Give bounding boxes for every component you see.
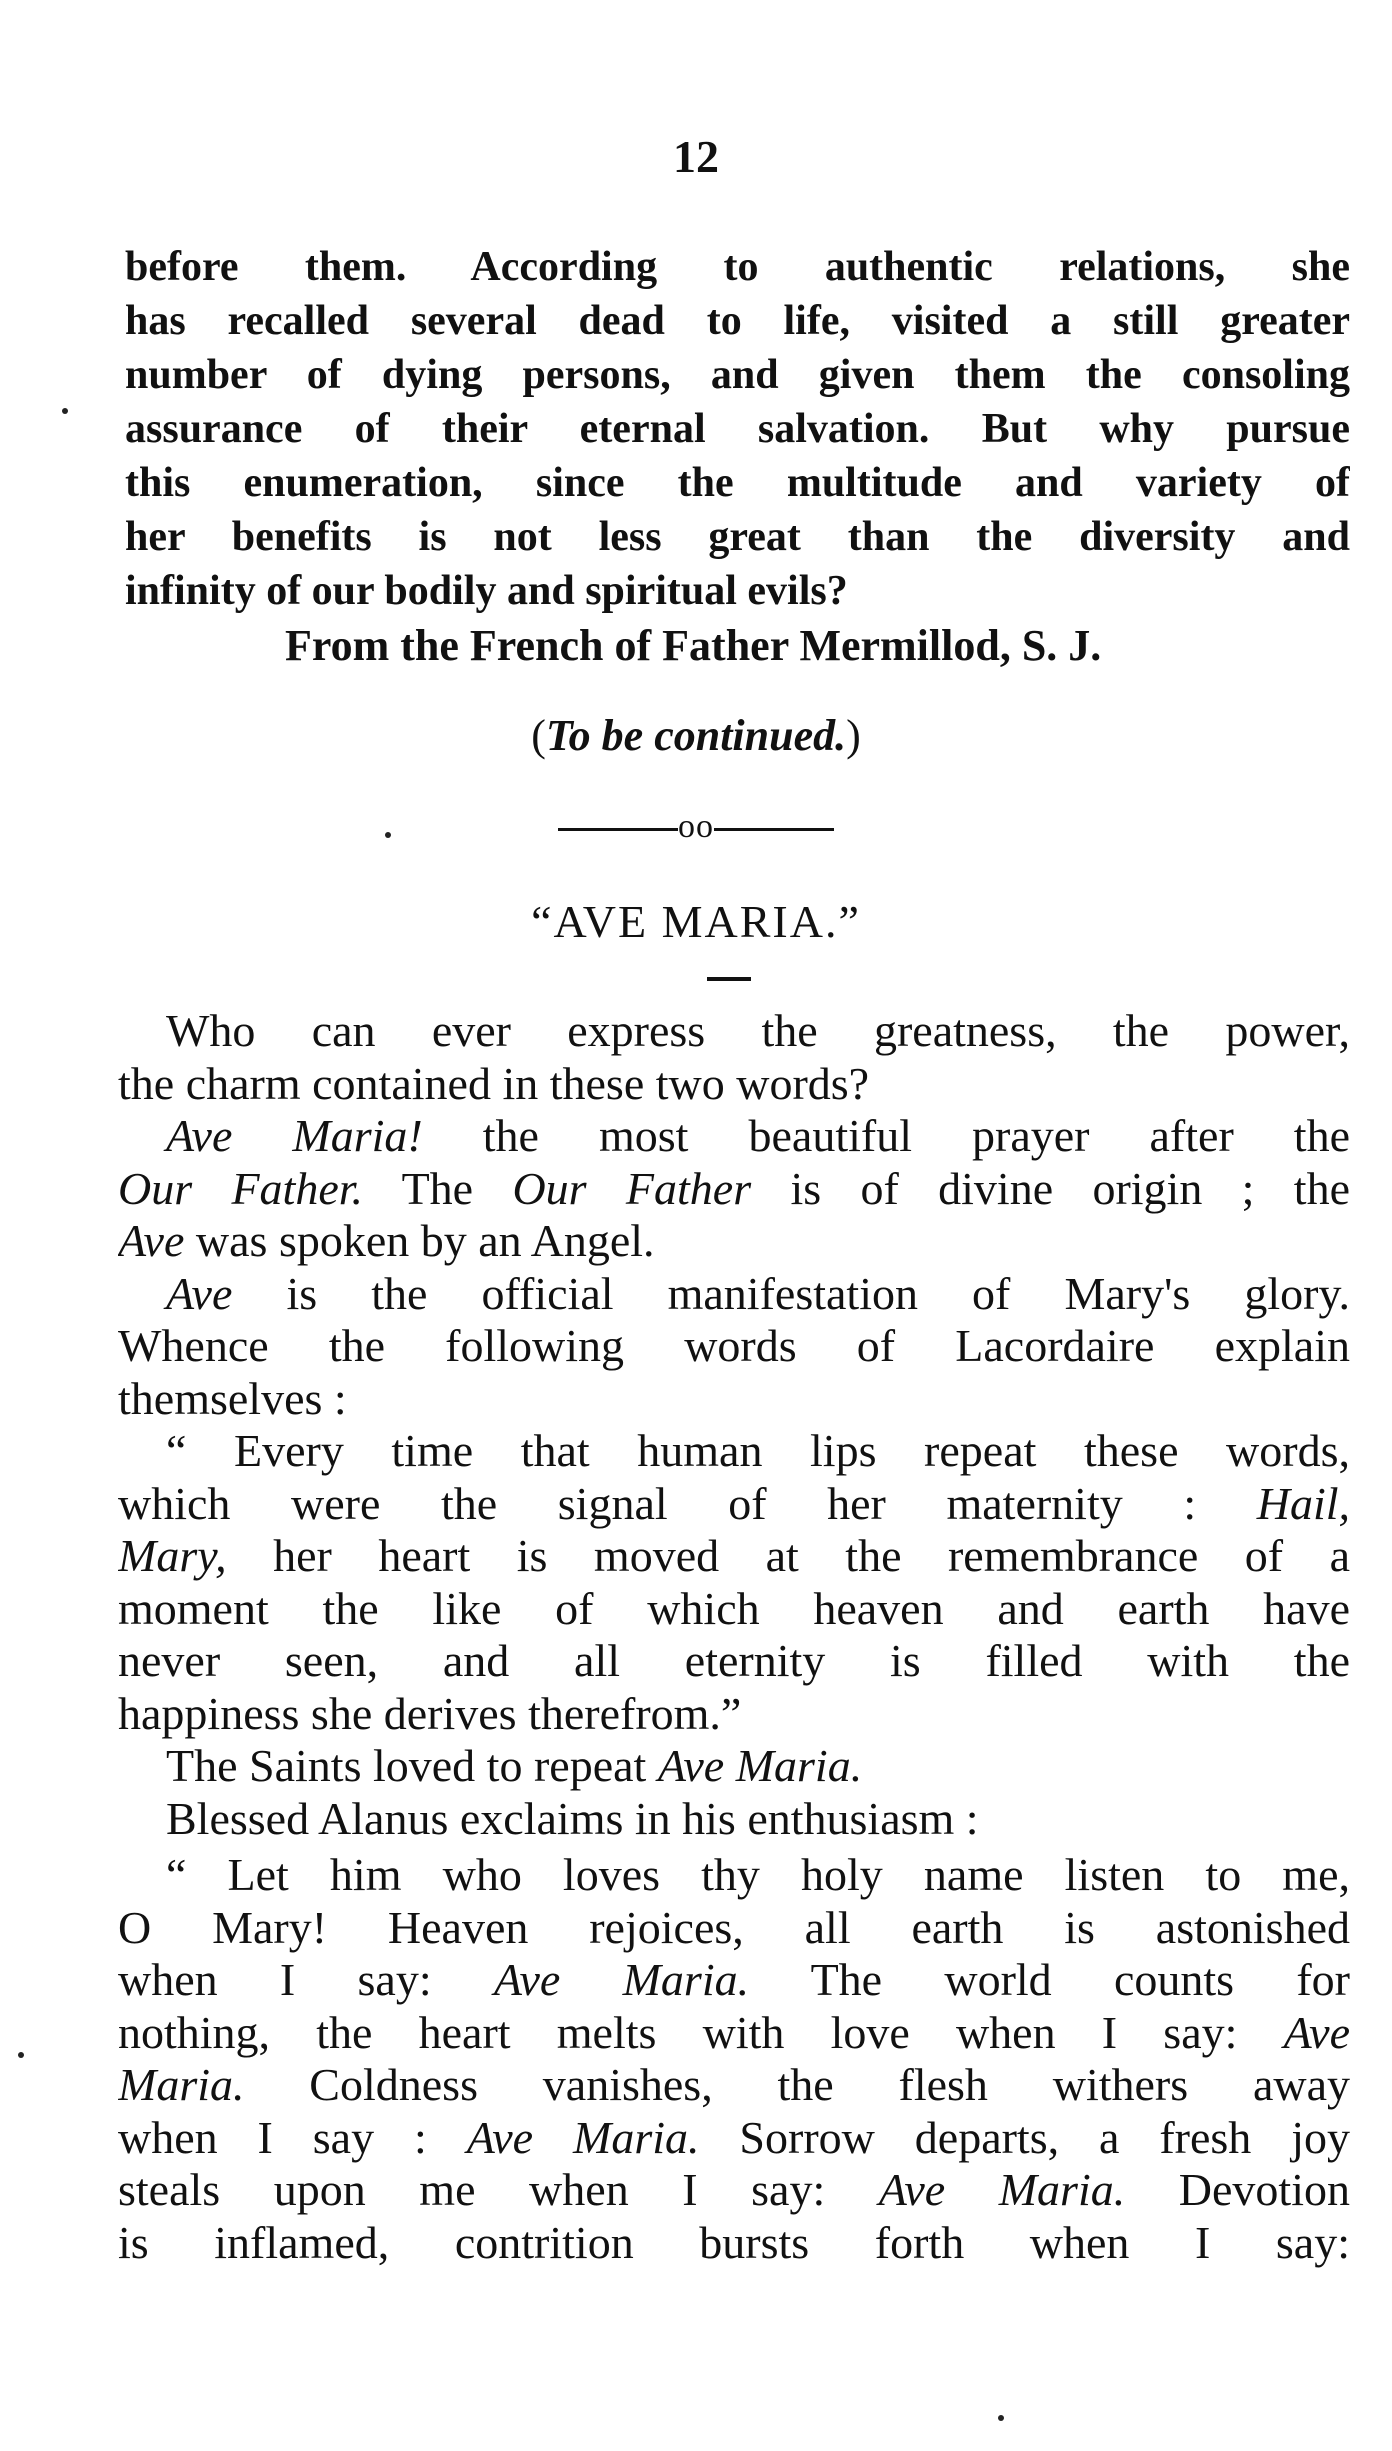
text-span: which were the signal of her maternity : xyxy=(118,1477,1257,1529)
text-span: The Saints loved to repeat xyxy=(166,1740,658,1791)
text-line: is inflamed, contrition bursts forth when I say: xyxy=(118,2216,1350,2268)
text-line: moment the like of which heaven and earth have xyxy=(118,1582,1350,1634)
text-line: assurance of their eternal salvation. But why pursue xyxy=(125,406,1350,452)
ink-speck xyxy=(998,2415,1004,2421)
text-line: O Mary! Heaven rejoices, all earth is astonished xyxy=(118,1901,1350,1953)
text-line: Who can ever express the greatness, the power, xyxy=(166,1005,1350,1056)
text-line: this enumeration, since the multitude and variety of xyxy=(125,460,1350,506)
italic-text: Ave Maria. xyxy=(878,2164,1126,2215)
to-be-continued xyxy=(0,710,1392,761)
text-line xyxy=(118,1163,1350,1216)
text-line xyxy=(118,2164,1350,2217)
text-line: number of dying persons, and given them the consoling xyxy=(125,352,1350,398)
text-line: infinity of our bodily and spiritual evils? xyxy=(125,568,848,614)
text-line: “ Let him who loves thy holy name listen to me, xyxy=(166,1849,1350,1900)
continued-paragraph xyxy=(125,240,1350,618)
italic-text: Ave xyxy=(118,1215,185,1266)
text-line xyxy=(118,2112,1350,2165)
attribution: From the French of Father Mermillod, S. J. xyxy=(285,621,1102,670)
italic-text: Ave Maria! xyxy=(166,1110,423,1161)
paren-close: ) xyxy=(846,711,861,760)
text-line: her benefits is not less great than the diversity and xyxy=(125,514,1350,560)
text-line: happiness she derives therefrom.” xyxy=(118,1687,742,1739)
text-span: Sorrow departs, a fresh joy xyxy=(699,2111,1350,2163)
italic-text: Maria. xyxy=(118,2059,245,2110)
italic-text: Our Father xyxy=(512,1162,752,1214)
text-span: the most beautiful prayer after the xyxy=(422,1110,1350,1161)
text-span: was spoken by an Angel. xyxy=(184,1215,655,1266)
text-line xyxy=(118,1954,1350,2007)
text-line: never seen, and all eternity is filled with the xyxy=(118,1635,1350,1686)
section-title: “AVE MARIA.” xyxy=(531,896,861,947)
text-span: is the official manifestation of Mary's glory. xyxy=(232,1267,1350,1319)
text-line xyxy=(118,1478,1350,1531)
text-span: Coldness vanishes, the flesh withers away xyxy=(244,2059,1350,2110)
text-span: The world counts for xyxy=(749,1954,1350,2005)
section-separator xyxy=(0,808,1392,846)
italic-text: Ave Maria. xyxy=(657,1740,863,1791)
title-dash xyxy=(707,977,751,981)
text-span: Devotion xyxy=(1125,2164,1350,2215)
text-line: Blessed Alanus exclaims in his enthusiasm : xyxy=(166,1792,979,1844)
text-span: when I say : xyxy=(118,2111,467,2163)
text-line: the charm contained in these two words? xyxy=(118,1057,870,1109)
text-span: steals upon me when I say: xyxy=(118,2164,879,2215)
text-span: The xyxy=(363,1162,513,1214)
text-line xyxy=(118,1530,1350,1583)
separator-rule-right xyxy=(714,828,834,831)
italic-text: Ave Maria. xyxy=(466,2111,700,2163)
text-line xyxy=(118,1110,1350,1163)
text-span: is of divine origin ; the xyxy=(751,1162,1350,1214)
italic-text: Mary, xyxy=(118,1530,227,1581)
italic-text: Ave xyxy=(166,1267,233,1319)
text-line xyxy=(118,1215,1350,1268)
text-line: before them. According to authentic relations, she xyxy=(125,244,1350,290)
article-body xyxy=(118,1005,1350,2269)
to-be-continued-text: To be continued. xyxy=(545,711,847,760)
text-line: Whence the following words of Lacordaire explain xyxy=(118,1320,1350,1371)
text-line xyxy=(118,1740,1350,1793)
text-span: when I say: xyxy=(118,1954,494,2005)
italic-text: Ave Maria. xyxy=(493,1954,750,2005)
text-line: “ Every time that human lips repeat these words, xyxy=(166,1425,1350,1476)
text-line xyxy=(118,2059,1350,2112)
text-line xyxy=(118,2007,1350,2060)
ink-speck xyxy=(18,2052,24,2058)
separator-ornament: oo xyxy=(678,808,714,845)
text-line: has recalled several dead to life, visited a still greater xyxy=(125,298,1350,344)
text-line: themselves : xyxy=(118,1372,347,1424)
italic-text: Our Father. xyxy=(118,1162,364,1214)
text-line xyxy=(118,1268,1350,1321)
italic-text: Ave xyxy=(1283,2006,1350,2058)
paren-open: ( xyxy=(531,711,546,760)
italic-text: Hail, xyxy=(1256,1477,1350,1529)
ink-speck xyxy=(62,408,68,414)
page-number: 12 xyxy=(673,131,719,182)
separator-rule-left xyxy=(558,828,678,831)
text-span: nothing, the heart melts with love when I say: xyxy=(118,2006,1284,2058)
text-span: her heart is moved at the remembrance of a xyxy=(226,1530,1350,1581)
ink-speck xyxy=(385,832,391,838)
